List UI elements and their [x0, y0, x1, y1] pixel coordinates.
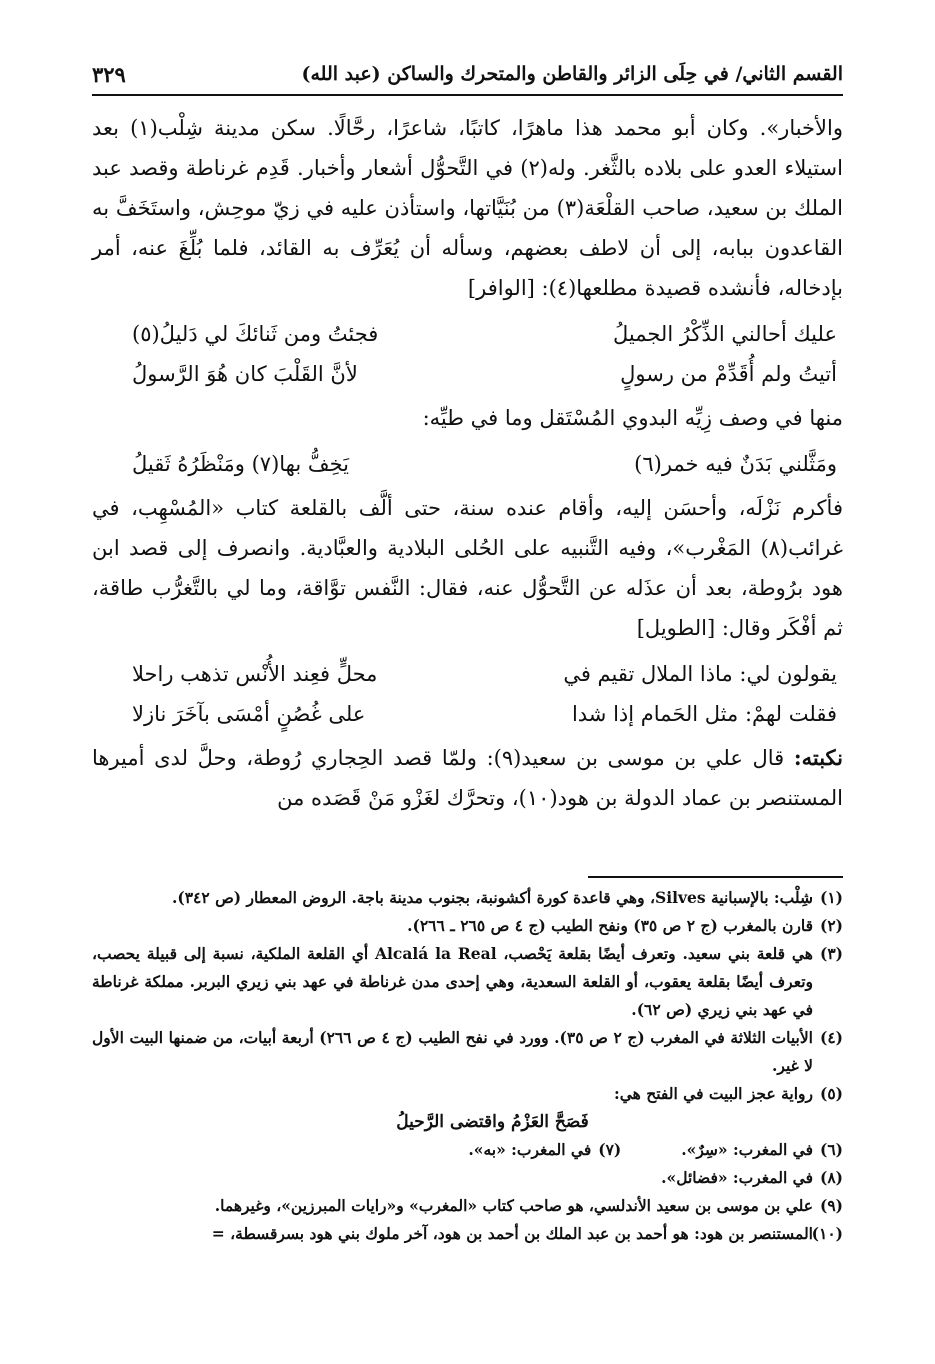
- footnote-number: (١): [819, 888, 843, 907]
- page-number: ٣٢٩: [92, 61, 126, 87]
- verse-line: [92, 354, 843, 394]
- footnote-number: (٦): [819, 1140, 843, 1159]
- footnote-number: (٢): [819, 916, 843, 935]
- footnote-text: علي بن موسى بن سعيد الأندلسي، هو صاحب كتاب «المغرب» و«رايات المبرزين»، وغيرهما.: [214, 1196, 813, 1215]
- poem-block: [92, 314, 843, 394]
- verse-first-hemistich: أتيتُ ولم أُقَدِّمْ من رسولٍ: [620, 362, 837, 386]
- verse-second-hemistich: على غُصُنٍ أمْسَى بآخَرَ نازلا: [132, 702, 366, 726]
- verse-line: [92, 314, 843, 354]
- footnote-number: (٩): [819, 1196, 843, 1215]
- verse-first-hemistich: عليك أحالني الذِّكْرُ الجميلُ: [612, 322, 837, 346]
- footnote: [468, 1136, 621, 1164]
- text-line: بعد استيلاء العدو على بلاده بالثَّغر. وله(٢) في التَّحوُّل أشعار وأخبار. قَدِم غرناطة: [92, 116, 843, 180]
- text-line: طاقة، ثم أفْكَر وقال: [الطويل]: [92, 576, 843, 640]
- footnote: [92, 884, 843, 912]
- footnote-text: قارن بالمغرب (ج ٢ ص ٣٥) ونفح الطيب (ج ٤ ص ٢٦٥ ـ ٢٦٦).: [407, 916, 813, 935]
- verse-first-hemistich: فقلت لهمْ: مثل الحَمام إذا شدا: [571, 702, 837, 726]
- footnote-number: (٣): [819, 944, 843, 963]
- footnote-number: (٤): [819, 1028, 843, 1047]
- footnote: [92, 1220, 843, 1248]
- running-title: القسم الثاني/ في حِلَى الزائر والقاطن والمتحرك والساكن (عبد الله): [301, 63, 843, 85]
- footnote-number: (٧): [598, 1140, 622, 1159]
- footnote: [92, 1080, 843, 1136]
- verse-intro: منها في وصف زِيِّه البدوي المُسْتَقل وما في طيِّه:: [422, 406, 843, 430]
- verse-second-hemistich: فجئتُ ومن ثَنائكَ لي دَليلُ(٥): [132, 322, 379, 346]
- footnote-text: الأبيات الثلاثة في المغرب (ج ٢ ص ٣٥). وورد في نفح الطيب (ج ٤ ص ٢٦٦) أربعة أبيات، من ضمنها البيت الأول لا غير.: [92, 1028, 813, 1075]
- page-header: [92, 54, 843, 96]
- footnote-text: شِلْب: بالإسبانية Silves، وهي قاعدة كورة أكشونبة، بجنوب مدينة باجة. الروض المعطار (ص ٣٤٢).: [171, 888, 813, 907]
- text-line: في غرائب(٨) المَغْرب»، وفيه التَّنبيه على الحُلى البلادية والعبَّادية. وانصرف إلى قصد: [92, 496, 843, 560]
- footnote-text: في المغرب: «سِرٌ».: [681, 1140, 813, 1159]
- text-line: والأخبار». وكان أبو محمد هذا ماهرًا، كاتبًا، شاعرًا، رحَّالًا. سكن مدينة شِلْب(١): [130, 116, 843, 140]
- verse-line: [92, 654, 843, 694]
- text-line: فأكرم نَزْلَه، وأحسَن إليه، وأقام عنده سنة، حتى ألَّف بالقلعة كتاب «المُسْهِب،: [131, 496, 843, 520]
- text-line: القائد، فلما بُلِّغَ عنه، أمر بإدخاله، فأنشده قصيدة مطلعها(٤): [الوافر]: [92, 236, 843, 300]
- footnote-number: (٥): [819, 1084, 843, 1103]
- footnote: [92, 1024, 843, 1080]
- verse-second-hemistich: يَخِفُّ بها(٧) ومَنْظَرُهُ ثَقيلُ: [132, 452, 350, 476]
- footnote-text: في المغرب: «فضائل».: [661, 1168, 813, 1187]
- verse-second-hemistich: محلٍّ فعِند الأُنْس تذهب راحلا: [132, 662, 378, 686]
- footnote: [92, 1164, 843, 1192]
- verse-second-hemistich: لأنَّ القَلْبَ كان هُوَ الرَّسولُ: [132, 362, 358, 386]
- footnote-text: رواية عجز البيت في الفتح هي:: [614, 1084, 813, 1103]
- text-line: لدى أميرها المستنصر بن عماد الدولة بن هود(١٠)، وتحرَّك لغَزْو مَنْ قَصَده من: [92, 746, 843, 810]
- footnote-text: المستنصر بن هود: هو أحمد بن عبد الملك بن أحمد بن هود، آخر ملوك بني هود بسرقسطة، =: [211, 1224, 813, 1243]
- footnote-number: (١٠): [811, 1224, 843, 1243]
- footnote: [92, 1192, 843, 1220]
- paragraph: [92, 738, 843, 818]
- poem-block: [92, 654, 843, 734]
- footnote: [92, 940, 843, 1024]
- main-text: [92, 108, 843, 818]
- verse-first-hemistich: يقولون لي: ماذا الملال تقيم في: [563, 662, 837, 686]
- footnotes: [92, 884, 843, 1248]
- footnote: [92, 912, 843, 940]
- footnote-verse: فَصَحَّ العَزْمُ واقتضى الرَّحيلُ: [396, 1112, 589, 1132]
- verse-line: [92, 694, 843, 734]
- footnote-text: هي قلعة بني سعيد. وتعرف أيضًا بقلعة يَحْصب، Alcalá la Real أي القلعة الملكية، نسبة إلى قبيلة يحصب، وتعرف أيضًا بقلعة يعقوب، أو القلعة السعدية، وهي إحدى مدن غرناطة في عهد بني زيري البربر. مملكة غرناطة في عهد بني زيري (ص ٦٢).: [92, 944, 813, 1019]
- verse-line: [92, 444, 843, 484]
- footnote-number: (٨): [819, 1168, 843, 1187]
- footnote: [681, 1136, 843, 1164]
- text-line: وقصد عبد الملك بن سعيد، صاحب القلْعَة(٣) من بُنَيَّاتها، واستأذن عليه في زيّ: [92, 156, 843, 220]
- section-label: نكبته:: [793, 745, 843, 770]
- text-line: ابن هود برُوطة، بعد أن عذَله عن التَّحوُّل عنه، فقال: النَّفس توَّاقة، وما لي بالتَّغرُّب: [92, 536, 843, 600]
- footnote-text: في المغرب: «به».: [468, 1140, 592, 1159]
- text-line: قال علي بن موسى بن سعيد(٩): ولمّا قصد الحِجاري رُوطة، وحلَّ: [197, 746, 785, 770]
- footnote-row: [92, 1136, 843, 1164]
- text-line: موحِش، واستَخَفَّ به القاعدون ببابه، إلى أن لاطف بعضهم، وسأله أن يُعَرِّف به: [92, 196, 843, 260]
- verse-first-hemistich: ومَثَّلني بَدَنٌ فيه خمر(٦): [634, 452, 837, 476]
- paragraph: [92, 108, 843, 308]
- paragraph: [92, 488, 843, 648]
- footnote-separator: [588, 876, 843, 878]
- poem-block: [92, 444, 843, 484]
